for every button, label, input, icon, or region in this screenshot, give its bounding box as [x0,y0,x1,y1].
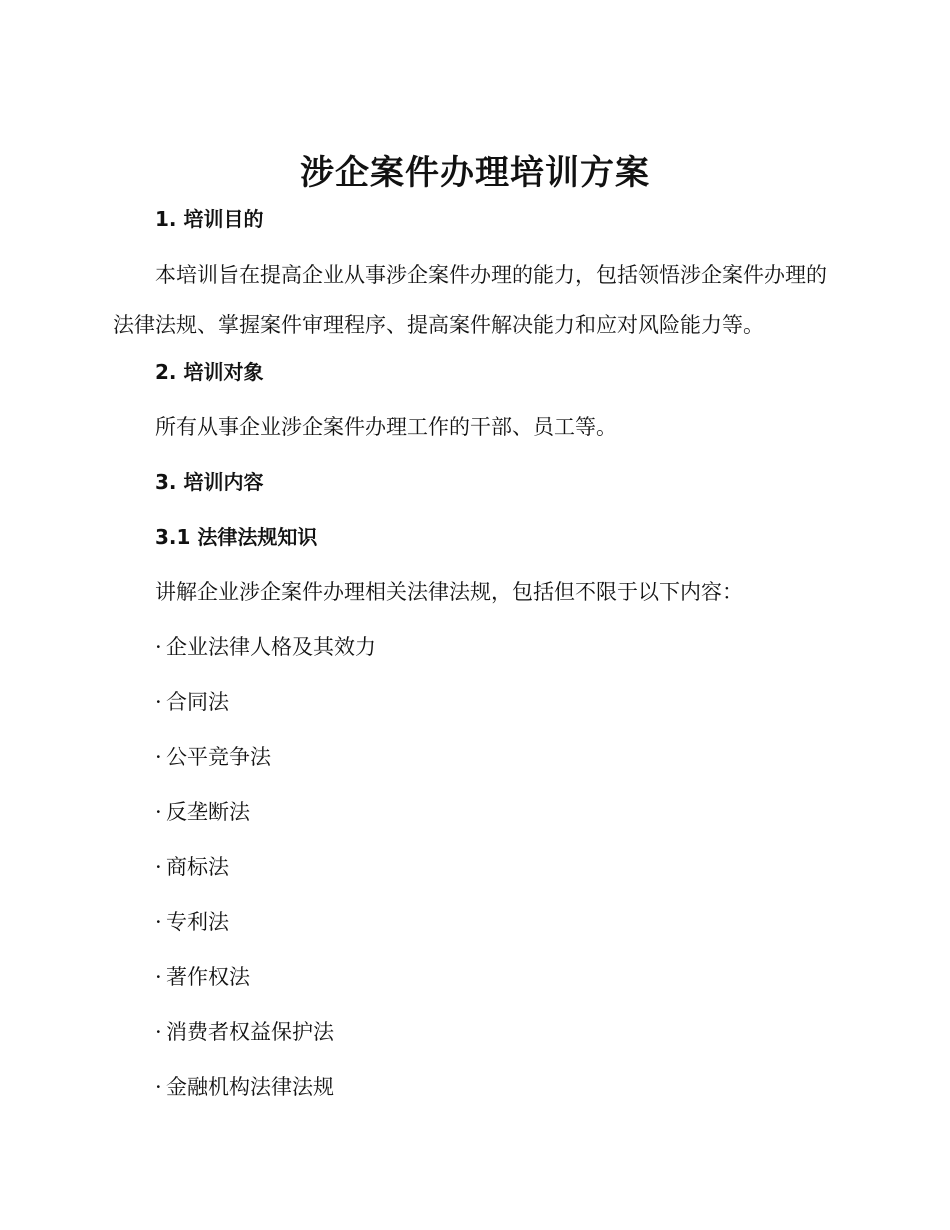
bullet-icon: · [155,855,162,879]
bullet-icon: · [155,635,162,659]
subsection-heading-law: 3.1 法律法规知识 [155,525,318,549]
list-item: · 消费者权益保护法 [155,1020,334,1044]
list-item: · 企业法律人格及其效力 [155,635,376,659]
bullet-icon: · [155,1020,162,1044]
bullet-icon: · [155,1075,162,1099]
bullet-icon: · [155,745,162,769]
section-heading-purpose: 1. 培训目的 [155,207,264,231]
section-body-purpose: 本培训旨在提高企业从事涉企案件办理的能力，包括领悟涉企案件办理的法律法规、掌握案件审理程序、提高案件解决能力和应对风险能力等。 [113,263,827,337]
document-title: 涉企案件办理培训方案 [300,153,650,193]
list-item: · 反垄断法 [155,800,250,824]
list-item: · 合同法 [155,690,229,714]
list-item: · 金融机构法律法规 [155,1075,334,1099]
section-heading-audience: 2. 培训对象 [155,360,264,384]
list-item: · 商标法 [155,855,229,879]
bullet-icon: · [155,965,162,989]
bullet-icon: · [155,800,162,824]
list-item: · 公平竞争法 [155,745,271,769]
bullet-icon: · [155,690,162,714]
bullet-icon: · [155,910,162,934]
list-item: · 专利法 [155,910,229,934]
section-body-audience: 所有从事企业涉企案件办理工作的干部、员工等。 [155,415,617,439]
subsection-intro-law: 讲解企业涉企案件办理相关法律法规，包括但不限于以下内容： [155,580,743,604]
section-heading-content: 3. 培训内容 [155,470,264,494]
list-item: · 著作权法 [155,965,250,989]
